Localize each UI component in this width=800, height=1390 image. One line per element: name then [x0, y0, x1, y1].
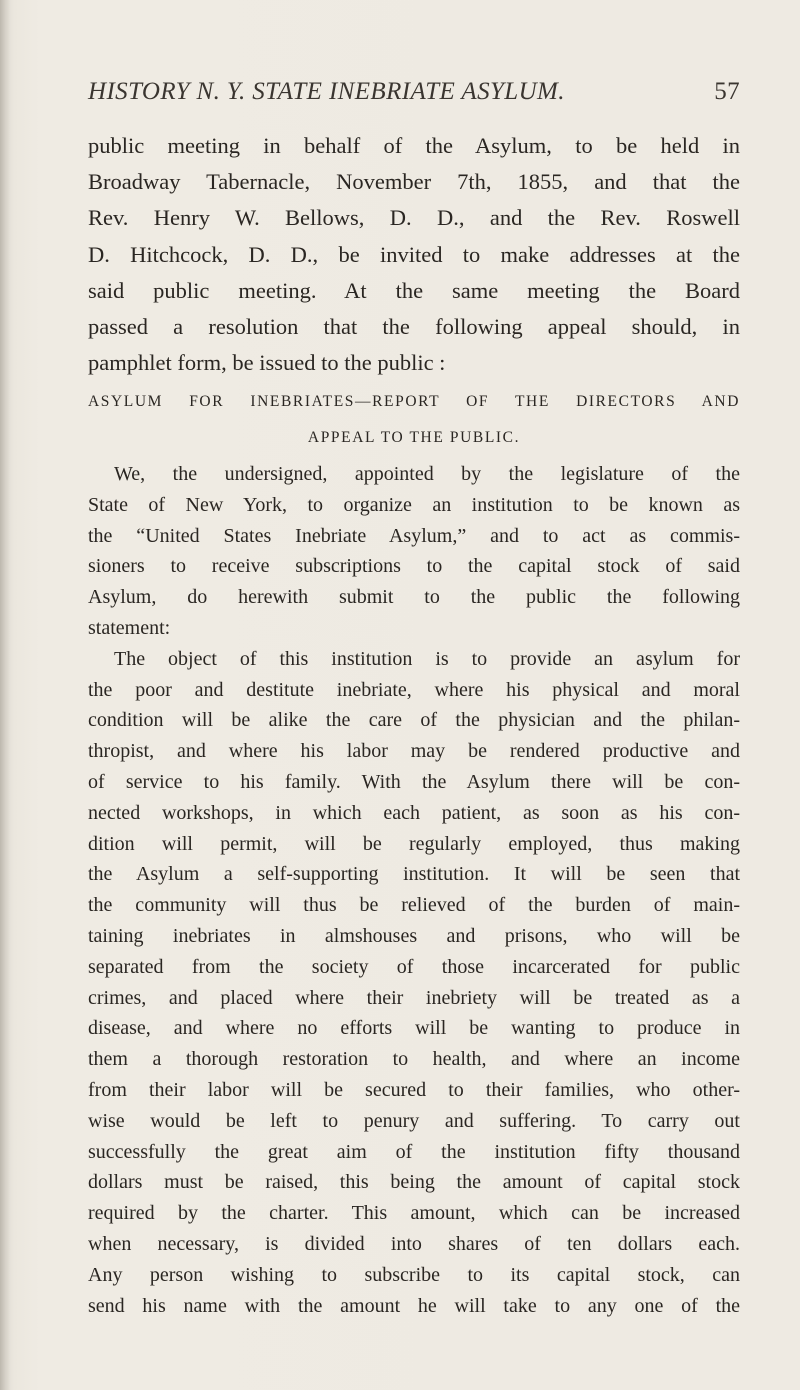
- text-line: the community will thus be relieved of the burden of main-: [88, 894, 740, 917]
- page-number: 57: [714, 78, 740, 105]
- text-line: the poor and destitute inebriate, where his physical and moral: [88, 678, 740, 701]
- text-line: crimes, and placed where their inebriety will be treated as a: [88, 986, 740, 1009]
- text-line: The object of this institution is to provide an asylum for: [114, 647, 740, 670]
- text-line: of service to his family. With the Asylum there will be con-: [88, 770, 740, 793]
- text-line: dition will permit, will be regularly employed, thus making: [88, 832, 740, 855]
- text-line: dollars must be raised, this being the amount of capital stock: [88, 1171, 740, 1194]
- text-line: when necessary, is divided into shares of ten dollars each.: [88, 1232, 740, 1255]
- text-line: State of New York, to organize an institution to be known as: [88, 493, 740, 516]
- text-line: Rev. Henry W. Bellows, D. D., and the Rev. Roswell: [88, 205, 740, 231]
- text-line: successfully the great aim of the institution fifty thousand: [88, 1140, 740, 1163]
- text-line: public meeting in behalf of the Asylum, to be held in: [88, 133, 740, 158]
- text-line: from their labor will be secured to their families, who other-: [88, 1078, 740, 1101]
- text-line: said public meeting. At the same meeting the Board: [88, 277, 740, 303]
- text-line: wise would be left to penury and suffering. To carry out: [88, 1109, 740, 1132]
- opening-paragraph: [88, 128, 740, 381]
- text-line: the “United States Inebriate Asylum,” and to act as commis-: [88, 524, 740, 547]
- text-line: the Asylum a self-supporting institution. It will be seen that: [88, 863, 740, 886]
- text-line: Asylum, do herewith submit to the public the following: [88, 586, 740, 609]
- text-line: pamphlet form, be issued to the public :: [88, 350, 446, 376]
- text-line: separated from the society of those incarcerated for public: [88, 955, 740, 978]
- text-line: We, the undersigned, appointed by the legislature of the: [114, 463, 740, 485]
- running-title: HISTORY N. Y. STATE INEBRIATE ASYLUM.: [88, 78, 565, 105]
- text-line: statement:: [88, 616, 171, 639]
- section-heading-line-1: ASYLUM FOR INEBRIATES—REPORT OF THE DIRECTORS AND: [88, 393, 740, 410]
- text-line: condition will be alike the care of the physician and the philan-: [88, 709, 740, 732]
- page-gutter-shadow: [0, 0, 10, 1390]
- text-line: disease, and where no efforts will be wanting to produce in: [88, 1017, 740, 1040]
- text-line: passed a resolution that the following appeal should, in: [88, 313, 740, 339]
- appeal-text: [88, 459, 740, 1321]
- text-line: Any person wishing to subscribe to its capital stock, can: [88, 1263, 740, 1286]
- text-line: them a thorough restoration to health, and where an income: [88, 1048, 740, 1071]
- text-line: send his name with the amount he will take to any one of the: [88, 1294, 740, 1317]
- section-heading: [88, 384, 740, 456]
- running-header: [88, 78, 740, 108]
- text-line: sioners to receive subscriptions to the capital stock of said: [88, 555, 740, 578]
- section-heading-line-2: APPEAL TO THE PUBLIC.: [307, 429, 521, 446]
- text-line: D. Hitchcock, D. D., be invited to make addresses at the: [88, 241, 740, 267]
- text-line: taining inebriates in almshouses and prisons, who will be: [88, 924, 740, 947]
- text-line: nected workshops, in which each patient, as soon as his con-: [88, 801, 740, 824]
- text-line: thropist, and where his labor may be rendered productive and: [88, 740, 740, 763]
- text-line: Broadway Tabernacle, November 7th, 1855, and that the: [88, 169, 740, 195]
- text-line: required by the charter. This amount, which can be increased: [88, 1202, 740, 1225]
